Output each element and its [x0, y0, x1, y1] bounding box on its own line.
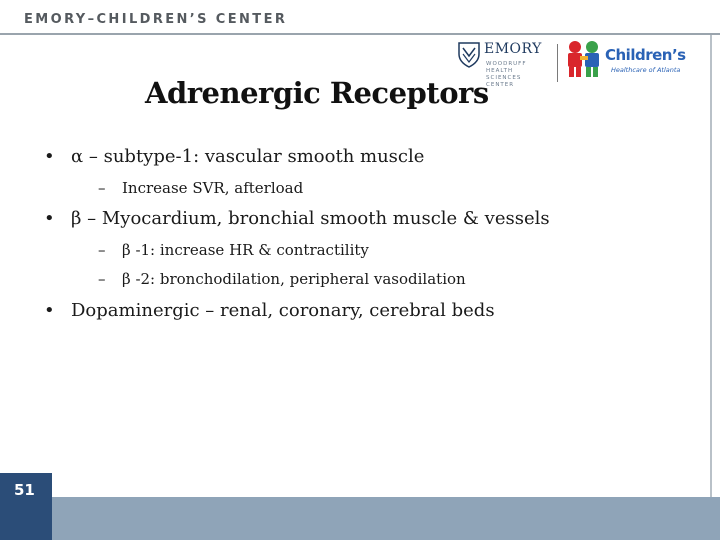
- sub-bullet-text: Increase SVR, afterload: [122, 179, 304, 197]
- page-number: 51: [14, 481, 35, 499]
- sub-bullet-dash: –: [98, 179, 106, 197]
- emory-shield-icon: [458, 42, 480, 68]
- emory-sub-line: HEALTH: [486, 68, 514, 74]
- bullet-text: α – subtype-1: vascular smooth muscle: [71, 146, 425, 167]
- childrens-wordmark: Children’s: [605, 46, 686, 64]
- sub-bullet-dash: –: [98, 270, 106, 288]
- emory-subtext: [486, 61, 546, 89]
- bullet-dot: •: [44, 146, 55, 167]
- emory-wordmark: EMORY: [484, 41, 542, 57]
- emory-sub-line: CENTER: [486, 82, 515, 88]
- sub-bullet-dash: –: [98, 241, 106, 259]
- footer-bar: [0, 497, 720, 540]
- sub-bullet-text: β -2: bronchodilation, peripheral vasodilation: [122, 270, 466, 288]
- childrens-logo: [563, 38, 693, 86]
- emory-sub-line: SCIENCES: [486, 75, 522, 81]
- bullet-text: β – Myocardium, bronchial smooth muscle & vessels: [71, 208, 550, 229]
- bullet-dot: •: [44, 300, 55, 321]
- header-rule: [0, 33, 720, 35]
- emory-sub-line: WOODRUFF: [486, 61, 527, 67]
- slide-title: Adrenergic Receptors: [145, 76, 489, 110]
- page-number-box: [0, 473, 52, 540]
- bullet-text: Dopaminergic – renal, coronary, cerebral beds: [71, 300, 495, 321]
- header-org-name: EMORY–CHILDREN’S CENTER: [24, 12, 288, 27]
- childrens-tagline: Healthcare of Atlanta: [611, 66, 681, 74]
- logo-divider: [557, 44, 558, 82]
- right-edge-rule: [710, 35, 712, 497]
- bullet-dot: •: [44, 208, 55, 229]
- sub-bullet-text: β -1: increase HR & contractility: [122, 241, 369, 259]
- children-figures-icon: [563, 38, 609, 82]
